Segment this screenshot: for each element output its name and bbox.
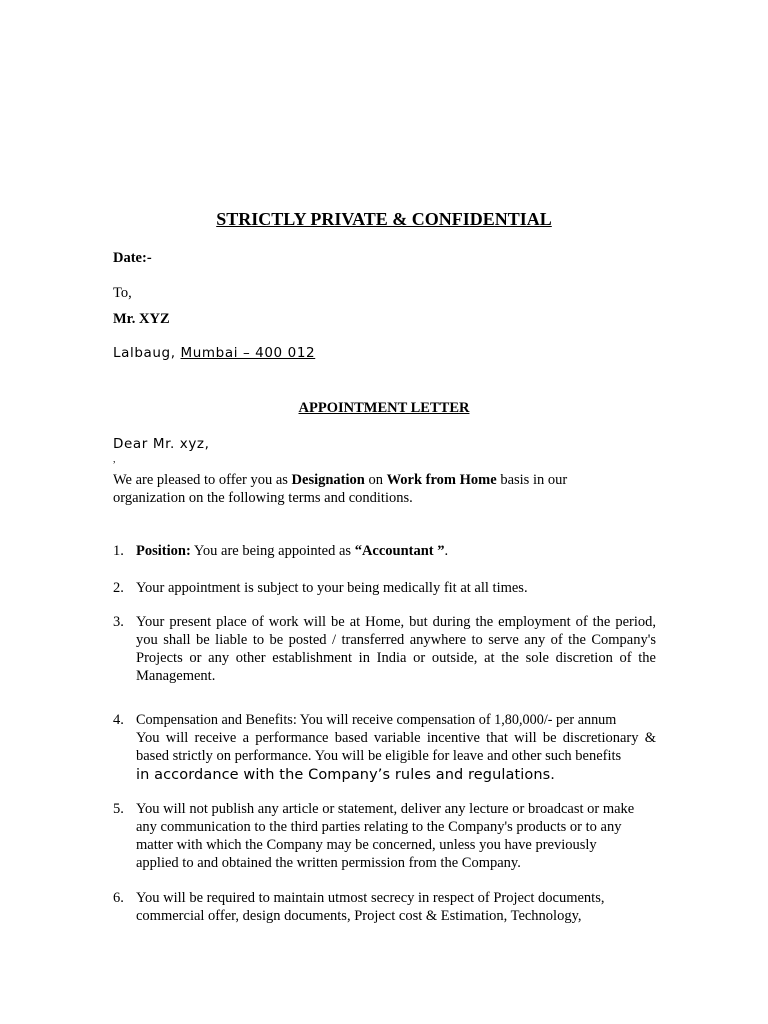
intro-text-3: basis in our xyxy=(496,472,568,488)
term-line: commercial offer, design documents, Project cost & Estimation, Technology, xyxy=(136,908,582,924)
term-line: any communication to the third parties relating to the Company's products or to any xyxy=(136,819,622,835)
term-role: “Accountant ” xyxy=(354,543,445,559)
term-text: Your present place of work will be at Home, but during the employment of the period, you shall be liable to be posted / transferred anywhere to serve any of the Company's Projects or any other establishment in India or outside, at the sole discretion of the Management. xyxy=(136,614,656,684)
to-label: To, xyxy=(113,285,132,301)
term-line-1: Compensation and Benefits: You will receive compensation of 1,80,000/- per annum xyxy=(136,712,617,728)
term-number: 3. xyxy=(113,614,124,630)
address-locality: Lalbaug, xyxy=(113,345,181,361)
intro-text-1: We are pleased to offer you as xyxy=(113,472,292,488)
term-line: matter with which the Company may be concerned, unless you have previously xyxy=(136,837,597,853)
intro-line-2: organization on the following terms and conditions. xyxy=(113,490,413,506)
term-number: 2. xyxy=(113,580,124,596)
term-number: 5. xyxy=(113,801,124,817)
term-line: You will not publish any article or statement, deliver any lecture or broadcast or make xyxy=(136,801,635,817)
intro-work-mode: Work from Home xyxy=(386,472,497,488)
term-text xyxy=(136,542,656,560)
term-text: You will receive a performance based variable incentive that will be discretionary & based strictly on performance. You will be eligible for leave and other such benefits xyxy=(136,730,656,764)
recipient-address xyxy=(113,345,315,361)
term-text: Your appointment is subject to your being medically fit at all times. xyxy=(136,580,528,596)
term-number: 1. xyxy=(113,543,124,559)
term-last-line: in accordance with the Company’s rules and regulations. xyxy=(136,767,556,783)
intro-text-2: on xyxy=(364,472,387,488)
term-line: applied to and obtained the written permission from the Company. xyxy=(136,855,521,871)
intro-designation: Designation xyxy=(291,472,365,488)
intro-line-1 xyxy=(113,471,567,489)
letter-subject: APPOINTMENT LETTER xyxy=(298,400,470,416)
date-label: Date:- xyxy=(113,250,152,266)
recipient-name: Mr. XYZ xyxy=(113,311,170,327)
term-line: You will be required to maintain utmost secrecy in respect of Project documents, xyxy=(136,890,605,906)
stray-mark: , xyxy=(113,454,116,465)
page-title: STRICTLY PRIVATE & CONFIDENTIAL xyxy=(216,209,552,229)
term-label: Position: xyxy=(136,543,191,559)
address-city: Mumbai – 400 012 xyxy=(180,345,316,361)
salutation: Dear Mr. xyz, xyxy=(113,436,210,452)
term-text-after: . xyxy=(444,543,449,559)
term-number: 4. xyxy=(113,712,124,728)
term-text-before: You are being appointed as xyxy=(190,543,355,559)
term-number: 6. xyxy=(113,890,124,906)
